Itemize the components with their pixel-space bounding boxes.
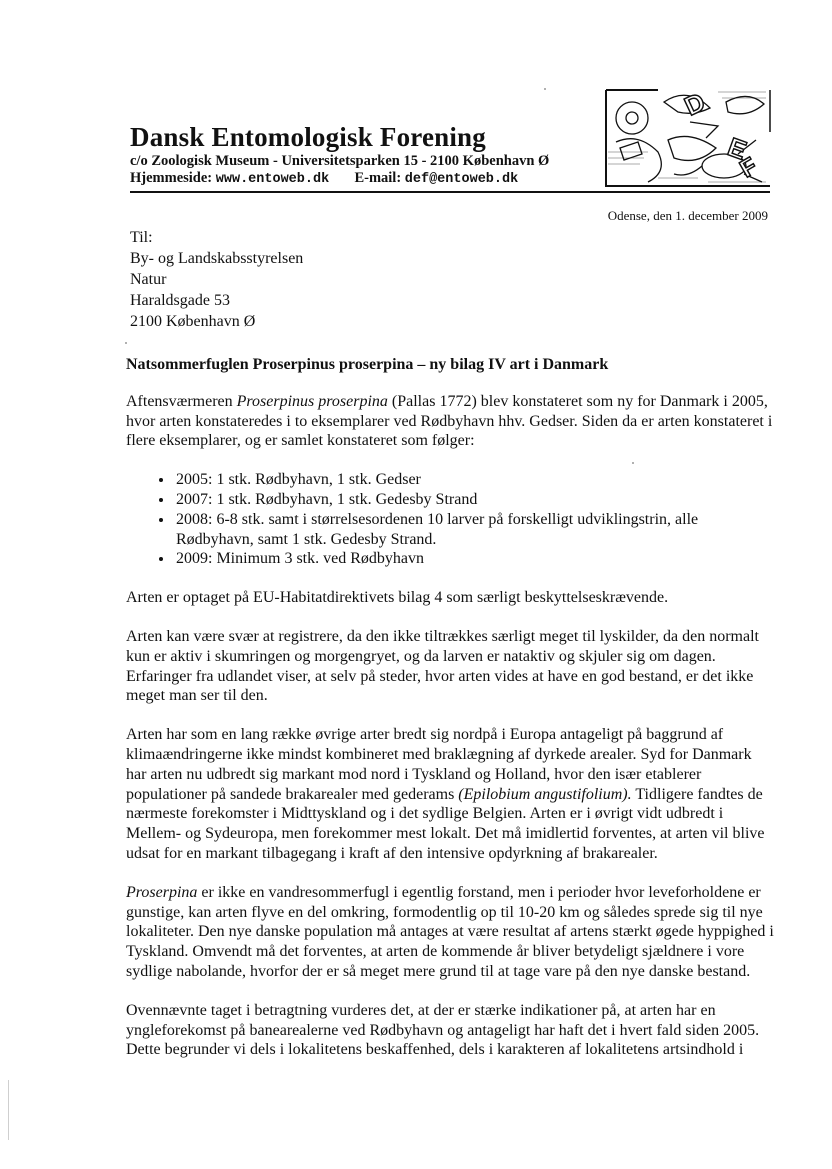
list-item: • 2009: Minimum 3 stk. ved Rødbyhavn	[174, 549, 776, 569]
letter-body	[126, 355, 776, 1079]
organization-name: Dansk Entomologisk Forening	[130, 122, 486, 152]
scan-margin-mark	[8, 1080, 9, 1140]
organization-address: c/o Zoologisk Museum - Universitetsparken 15 - 2100 København Ø	[130, 153, 550, 169]
homepage-link[interactable]: www.entoweb.dk	[215, 172, 330, 187]
date-line: Odense, den 1. december 2009	[607, 208, 768, 223]
scan-speck	[125, 342, 127, 344]
distribution-text: Tidligere fandtes de nærmeste forekomster i Midttyskland og i det sydlige Belgien. Arten er i øvrigt vidt udbredt i Mellem- og Sydeuropa, men forekommer mest lokalt. Det må imidlertid forventes, at arten vil blive udsat for en markant tilbagegang i kraft af den intensive opdyrkning af brakarealer.	[126, 785, 765, 862]
paragraph-conclusion: Ovennævnte taget i betragtning vurderes det, at der er stærke indikationer på, at arten har en yngleforekomst på banearealerne ved Rødbyhavn og antageligt har haft det i hvert fald siden 2005. Dette begrunder vi dels i lokalitetens beskaffenhed, dels i karakteren af lokalitetens artsindhold i	[126, 1001, 760, 1059]
society-logo	[598, 82, 774, 192]
paragraph-protection: Arten er optaget på EU-Habitatdirektivets bilag 4 som særligt beskyttelseskrævende.	[126, 589, 669, 607]
paragraph-dispersal	[126, 883, 776, 982]
subject-heading: Natsommerfuglen Proserpinus proserpina – ny bilag IV art i Danmark	[126, 356, 609, 373]
species-name: Proserpinus proserpina	[236, 392, 388, 410]
intro-text: (Pallas 1772) blev konstateret som ny for Danmark i 2005, hvor arten konstateredes i to eksemplarer ved Rødbyhavn hhv. Gedser. Siden da er arten konstateret i flere eksemplarer, og er samlet konstateret som følger:	[126, 392, 773, 450]
logo-letter: D	[679, 86, 710, 122]
dispersal-text: er ikke en vandresommerfugl i egentlig forstand, men i perioder hvor leveforholdene er gunstige, kan arten flyve en del omkring, formodentlig op til 10-20 km og således sprede sig til nye lokaliteter. Den nye danske population må antages at være resultat af artens stærkt øgede hyppighed i Tyskland. Omvendt må det forventes, at arten de kommende år bliver betydeligt sjældnere i vore sydlige nabolande, hvorfor der er så meget mere grund til at tage vare på den nye danske bestand.	[126, 883, 774, 980]
recipient-line: 2100 København Ø	[130, 313, 256, 330]
scan-speck	[632, 462, 634, 464]
to-label: Til:	[130, 229, 153, 246]
genus-name: Proserpina	[126, 883, 198, 901]
list-item: • 2005: 1 stk. Rødbyhavn, 1 stk. Gedser	[174, 470, 776, 490]
logo-letter: F	[735, 152, 762, 184]
paragraph-detection: Arten kan være svær at registrere, da den ikke tiltrækkes særligt meget til lyskilder, da den normalt kun er aktiv i skumringen og morgengryet, og da larven er nataktiv og skjuler sig om dagen. Erfaringer fra udlandet viser, at selv på steder, hvor arten vides at have en god bestand, er det ikke meget man ser til den.	[126, 627, 759, 705]
scan-speck	[544, 88, 546, 90]
paragraph-intro	[126, 392, 776, 451]
list-item: • 2007: 1 stk. Rødbyhavn, 1 stk. Gedesby Strand	[174, 490, 776, 510]
recipient-line: Haraldsgade 53	[130, 292, 230, 309]
intro-lead: Aftensværmeren	[126, 392, 237, 410]
recipient-block	[130, 227, 303, 332]
list-item: • 2008: 6-8 stk. samt i størrelsesordenen 10 larver på forskelligt udviklingstrin, alle Rødbyhavn, samt 1 stk. Gedesby Strand.	[174, 510, 776, 550]
email-label: E-mail:	[354, 170, 402, 186]
plant-name: (Epilobium angustifolium).	[458, 785, 632, 803]
distribution-text: Arten har som en lang række øvrige arter bredt sig nordpå i Europa antageligt på baggrund af klimaændringerne ikke mindst kombineret med braklægning af dyrkede arealer. Syd for Danmark har arten nu udbredt sig markant mod nord i Tyskland og Holland, hvor den især etablerer populationer på sandede brakarealer med gederams	[126, 726, 752, 803]
contact-line	[130, 170, 518, 187]
logo-letter: E	[723, 131, 751, 166]
recipient-line: By- og Landskabsstyrelsen	[130, 250, 304, 267]
homepage-label: Hjemmeside:	[130, 170, 213, 186]
email-link[interactable]: def@entoweb.dk	[404, 172, 519, 187]
records-list	[126, 470, 776, 569]
paragraph-distribution	[126, 725, 776, 864]
recipient-line: Natur	[130, 271, 167, 288]
